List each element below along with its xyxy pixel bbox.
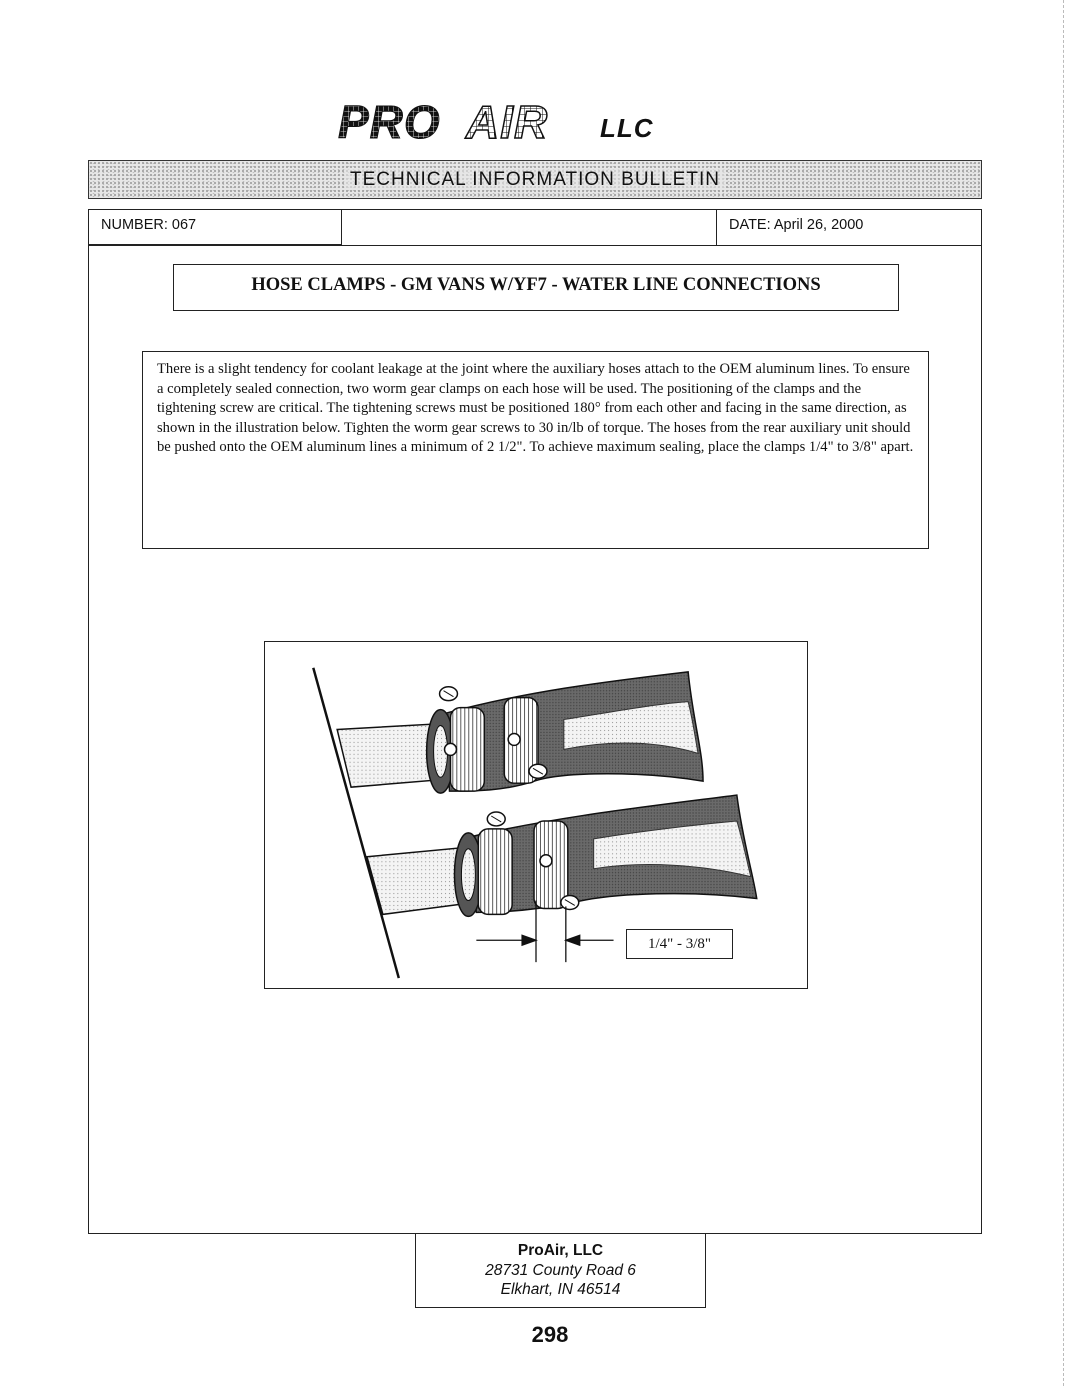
company-address-block [415,1234,706,1308]
bulletin-number: NUMBER: 067 [88,209,342,245]
logo-llc-text: LLC [600,113,654,143]
page-number: 298 [531,1322,569,1347]
firewall-line [313,668,399,978]
address-line-1: 28731 County Road 6 [485,1261,636,1279]
bulletin-body: There is a slight tendency for coolant leakage at the joint where the auxiliary hoses attach to the OEM aluminum lines. To ensure a completely sealed connection, two worm gear clamps on each hose will be used. The positioning of the clamps and the tightening screw are critical. The tightening screws must be positioned 180° from each other and facing in the same direction, as shown in the illustration below. Tighten the worm gear screws to 30 in/lb of torque. The hoses from the rear auxiliary unit should be pushed onto the OEM aluminum lines a minimum of 2 1/2". To achieve maximum sealing, place the clamps 1/4" to 3/8" apart. [142,351,929,549]
address-line-2: Elkhart, IN 46514 [500,1281,621,1298]
banner-title: TECHNICAL INFORMATION BULLETIN [346,169,724,190]
bulletin-banner [88,160,982,199]
lower-clamp-1 [478,829,512,915]
company-name: ProAir, LLC [517,1242,604,1259]
bulletin-title: HOSE CLAMPS - GM VANS W/YF7 - WATER LINE CONNECTIONS [173,264,899,311]
bulletin-date: DATE: April 26, 2000 [716,209,982,246]
scan-edge [1063,0,1065,1386]
clamp-spacing-label: 1/4" - 3/8" [626,929,733,959]
svg-text:PRO: PRO [338,96,441,146]
svg-text:AIR: AIR [466,96,549,146]
